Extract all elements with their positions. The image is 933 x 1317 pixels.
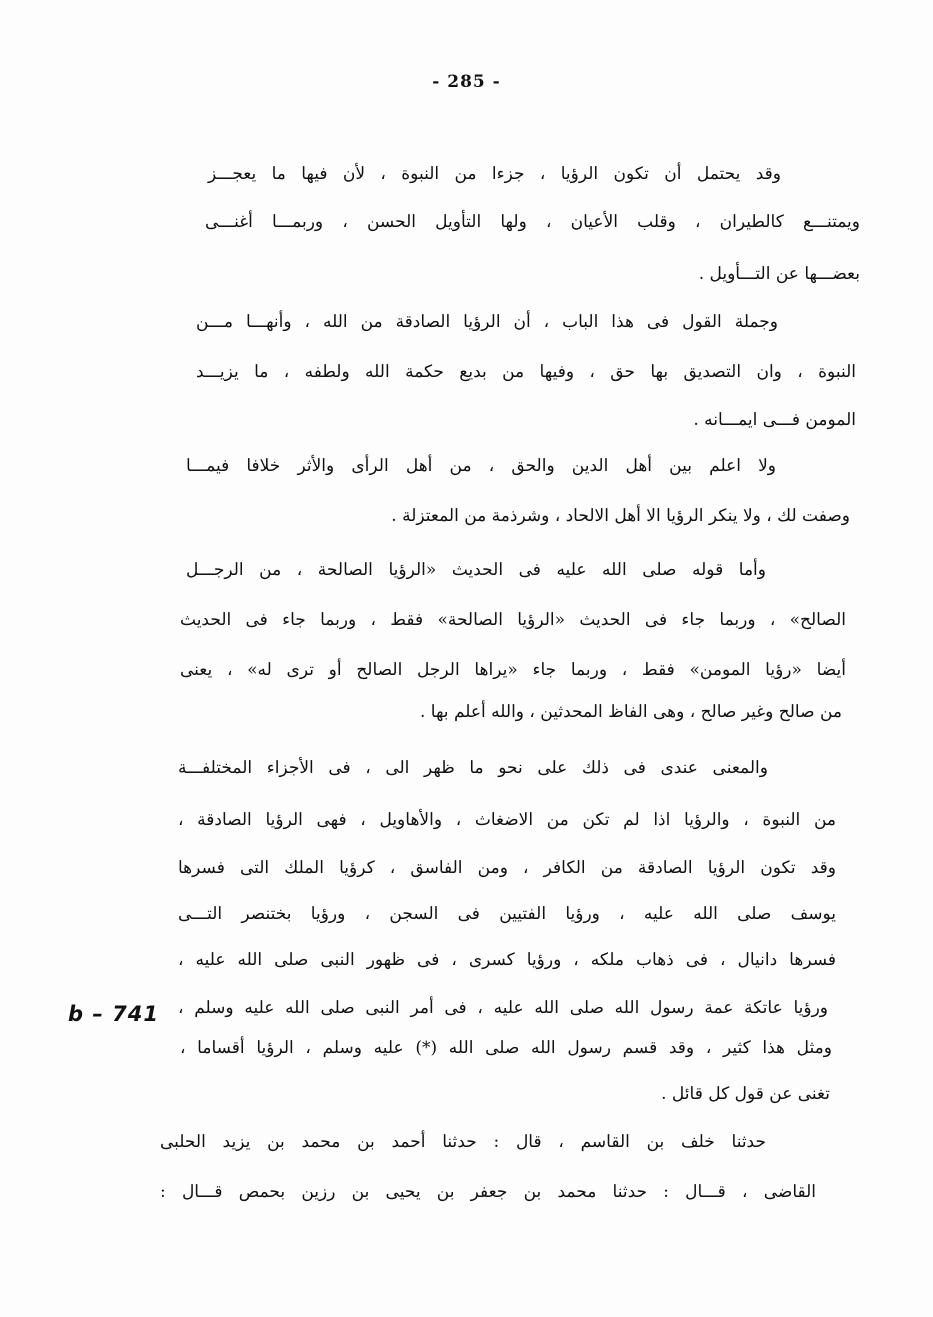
text-line: فسرها دانيال ، فى ذهاب ملكه ، ورؤيا كسرى ، فى ظهور النبى صلى الله عليه ،: [178, 950, 836, 970]
text-line: تغنى عن قول كل قائل .: [661, 1084, 830, 1104]
text-line: والمعنى عندى فى ذلك على نحو ما ظهر الى ، فى الأجزاء المختلفـــة: [178, 758, 768, 778]
text-line: يوسف صلى الله عليه ، ورؤيا الفتيين فى السجن ، ورؤيا بختنصر التـــى: [178, 904, 836, 924]
text-line: الصالح» ، وربما جاء فى الحديث «الرؤيا الصالحة» فقط ، وربما جاء فى الحديث: [180, 610, 846, 630]
text-line: القاضى ، قـــال : حدثنا محمد بن جعفر بن يحيى بن رزين بحمص قـــال :: [160, 1182, 816, 1202]
text-line: بعضـــها عن التـــأويل .: [698, 264, 860, 284]
text-line: ورؤيا عاتكة عمة رسول الله صلى الله عليه ، فى أمر النبى صلى الله عليه وسلم ،: [178, 998, 828, 1018]
text-line: وصفت لك ، ولا ينكر الرؤيا الا أهل الالحاد ، وشرذمة من المعتزلة .: [391, 506, 850, 526]
text-line: ولا اعلم بين أهل الدين والحق ، من أهل الرأى والأثر خلافا فيمـــا: [186, 456, 776, 476]
text-line: وأما قوله صلى الله عليه فى الحديث «الرؤيا الصالحة ، من الرجـــل: [186, 560, 766, 580]
text-line: وقد يحتمل أن تكون الرؤيا ، جزءا من النبوة ، لأن فيها ما يعجـــز: [208, 164, 781, 184]
page-number: - 285 -: [432, 72, 501, 92]
margin-note: b – 741: [68, 1002, 159, 1026]
text-line: من صالح وغير صالح ، وهى الفاظ المحدثين ، والله أعلم بها .: [419, 702, 842, 722]
text-line: حدثنا خلف بن القاسم ، قال : حدثنا أحمد بن محمد بن يزيد الحلبى: [160, 1132, 766, 1152]
text-line: وقد تكون الرؤيا الصادقة من الكافر ، ومن الفاسق ، كرؤيا الملك التى فسرها: [178, 858, 836, 878]
text-line: النبوة ، وان التصديق بها حق ، وفيها من بديع حكمة الله ولطفه ، ما يزيـــد: [196, 362, 856, 382]
text-line: أيضا «رؤيا المومن» فقط ، وربما جاء «يراها الرجل الصالح أو ترى له» ، يعنى: [180, 660, 846, 680]
text-line: المومن فـــى ايمـــانه .: [693, 410, 856, 430]
text-line: وجملة القول فى هذا الباب ، أن الرؤيا الصادقة من الله ، وأنهـــا مـــن: [196, 312, 778, 332]
text-line: ومثل هذا كثير ، وقد قسم رسول الله صلى الله (*) عليه وسلم ، الرؤيا أقساما ،: [180, 1038, 832, 1058]
text-line: من النبوة ، والرؤيا اذا لم تكن من الاضغاث ، والأهاويل ، فهى الرؤيا الصادقة ،: [178, 810, 836, 830]
text-line: ويمتنـــع كالطيران ، وقلب الأعيان ، ولها التأويل الحسن ، وربمـــا أغنـــى: [205, 212, 860, 232]
